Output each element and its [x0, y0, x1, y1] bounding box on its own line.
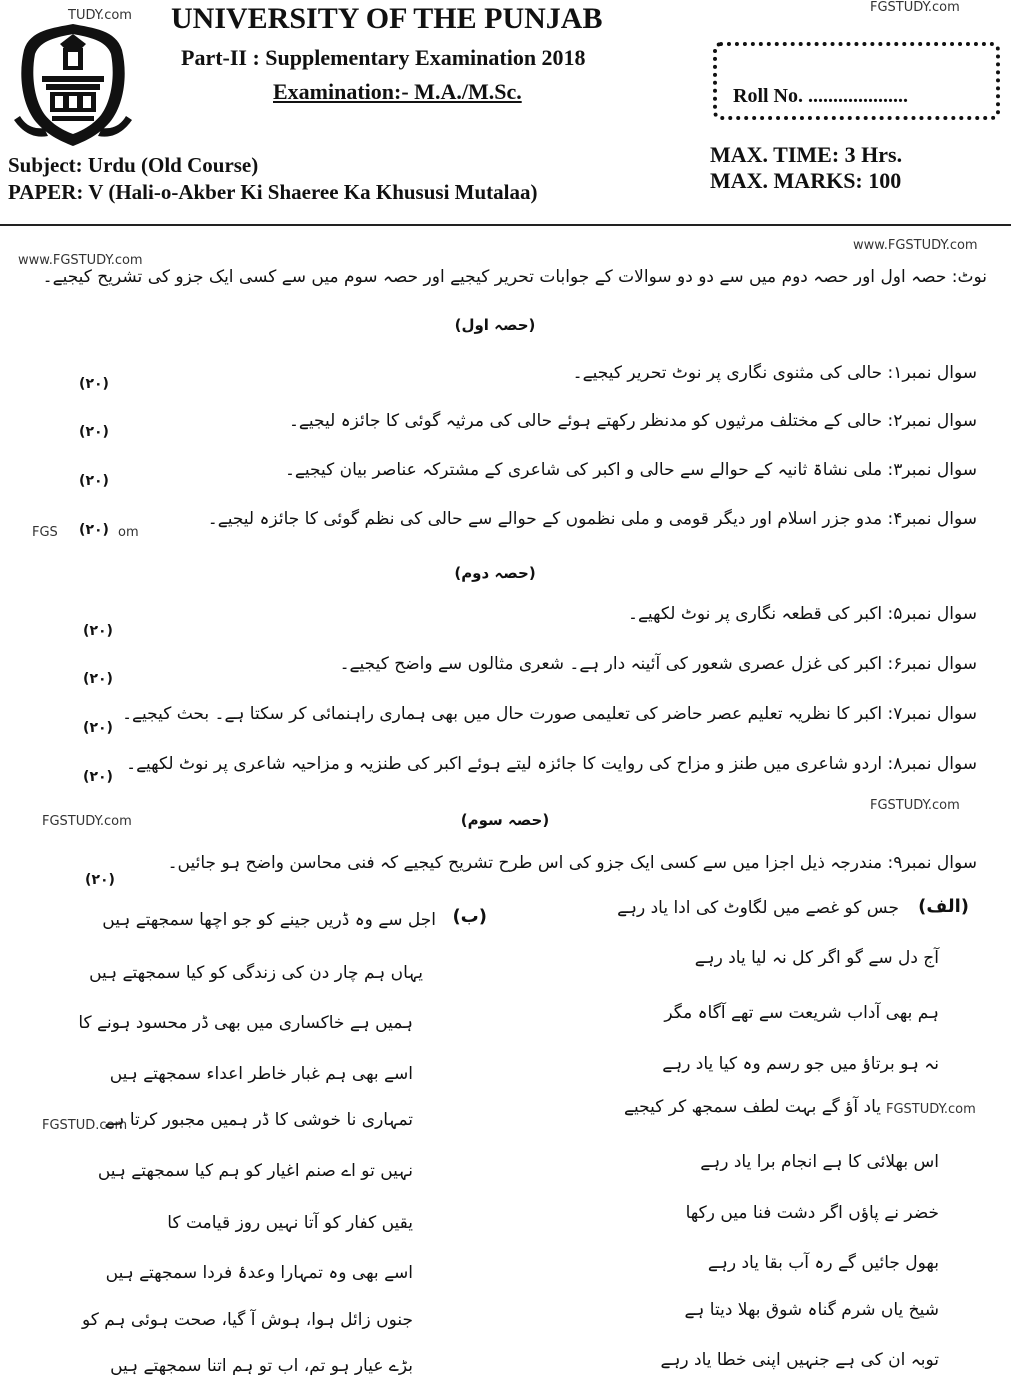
- be-verse-2: یہاں ہم چار دن کی زندگی کو کیا سمجھتے ہیں: [89, 963, 423, 983]
- question-7: سوال نمبر۷: اکبر کا نظریہ تعلیم عصر حاضر کی تعلیمی صورت حال میں بھی ہماری راہنمائی کر سکتا ہے۔ بحث کیجیے۔: [122, 704, 977, 724]
- be-verse-8: اسے بھی وہ تمہارا وعدۂ فردا سمجھتے ہیں: [105, 1263, 413, 1283]
- question-6-marks: (۲۰): [83, 671, 113, 687]
- question-3: سوال نمبر۳: ملی نشاۃ ثانیہ کے حوالے سے حالی و اکبر کی شاعری کے مشترکہ عناصر بیان کیجیے۔: [284, 460, 977, 480]
- alif-verse-8: بھول جائیں گے رہ آب بقا یاد رہے: [707, 1253, 939, 1273]
- be-verse-4: اسے بھی ہم غبار خاطر اعداء سمجھتے ہیں: [109, 1064, 413, 1084]
- subject-line: Subject: Urdu (Old Course): [8, 153, 259, 177]
- university-logo: [8, 20, 138, 150]
- question-3-marks: (۲۰): [79, 473, 109, 489]
- question-8: سوال نمبر۸: اردو شاعری میں طنز و مزاح کی روایت کا جائزہ لیتے ہوئے اکبر کی طنزیہ و مزاحیہ شاعری پر نوٹ لکھیے۔: [126, 754, 977, 774]
- paper-line: PAPER: V (Hali-o-Akber Ki Shaeree Ka Khususi Mutalaa): [8, 180, 538, 204]
- question-9-marks: (۲۰): [85, 872, 115, 888]
- section-heading-part-3: (حصہ سوم): [460, 811, 550, 829]
- alif-verse-9: شیخ یاں شرم گناہ شوق بھلا دیتا ہے: [684, 1300, 939, 1320]
- watermark-top-left: TUDY.com: [68, 8, 132, 23]
- watermark: FGSTUDY.com: [886, 1102, 976, 1117]
- watermark: FGS: [32, 525, 58, 540]
- be-verse-3: ہمیں ہے خاکساری میں بھی ڈر محسود ہونے کا: [78, 1013, 413, 1033]
- watermark: www.FGSTUDY.com: [18, 253, 143, 268]
- question-6: سوال نمبر۶: اکبر کی غزل عصری شعور کی آئینہ دار ہے۔ شعری مثالوں سے واضح کیجیے۔: [339, 654, 977, 674]
- alif-label: (الف): [918, 896, 969, 917]
- question-1: سوال نمبر۱: حالی کی مثنوی نگاری پر نوٹ تحریر کیجیے۔: [572, 363, 977, 383]
- header-divider: [0, 224, 1011, 226]
- university-name: UNIVERSITY OF THE PUNJAB: [171, 2, 603, 35]
- question-1-marks: (۲۰): [79, 376, 109, 392]
- max-time: MAX. TIME: 3 Hrs.: [710, 142, 903, 167]
- question-7-marks: (۲۰): [83, 720, 113, 736]
- question-5: سوال نمبر۵: اکبر کی قطعہ نگاری پر نوٹ لکھیے۔: [628, 604, 977, 624]
- section-heading-part-2: (حصہ دوم): [454, 564, 536, 582]
- roll-number-label: Roll No. ....................: [733, 85, 908, 107]
- alif-verse-6: اس بھلائی کا ہے انجام برا یاد رہے: [700, 1152, 939, 1172]
- alif-verse-7: خضر نے پاؤں اگر دشت فنا میں رکھا: [685, 1203, 939, 1223]
- question-2: سوال نمبر۲: حالی کے مختلف مرثیوں کو مدنظر رکھتے ہوئے حالی کی مرثیہ گوئی کا جائزہ لیجیے۔: [288, 411, 977, 431]
- watermark: www.FGSTUDY.com: [853, 238, 978, 253]
- alif-verse-2: آج دل سے گو اگر کل نہ لیا یاد رہے: [694, 948, 939, 968]
- question-8-marks: (۲۰): [83, 769, 113, 785]
- alif-verse-5: یاد آؤ گے بہت لطف سمجھ کر کیجیے: [624, 1097, 881, 1117]
- question-2-marks: (۲۰): [79, 424, 109, 440]
- be-label: (ب): [452, 906, 487, 927]
- alif-verse-10: توبہ ان کی ہے جنہیں اپنی خطا یاد رہے: [660, 1350, 939, 1370]
- be-verse-7: یقیں کفار کو آتا نہیں روز قیامت کا: [167, 1213, 413, 1233]
- watermark: FGSTUDY.com: [42, 814, 132, 829]
- be-verse-9: جنوں زائل ہوا، ہوش آ گیا، صحت ہوئی ہم کو: [81, 1310, 413, 1330]
- alif-verse-4: نہ ہو برتاؤ میں جو رسم وہ کیا یاد رہے: [662, 1054, 939, 1074]
- section-heading-part-1: (حصہ اول): [454, 316, 536, 334]
- be-verse-1: اجل سے وہ ڈریں جینے کو جو اچھا سمجھتے ہیں: [102, 910, 436, 930]
- question-9: سوال نمبر۹: مندرجہ ذیل اجزا میں سے کسی ایک جزو کی اس طرح تشریح کیجیے کہ فنی محاسن واضح ہو جائیں۔: [167, 853, 977, 873]
- watermark: FGSTUD.com: [42, 1118, 128, 1133]
- alif-verse-1: جس کو غصے میں لگاوٹ کی ادا یاد رہے: [617, 898, 899, 918]
- exam-part: Part-II : Supplementary Examination 2018: [181, 45, 586, 70]
- watermark: FGSTUDY.com: [870, 798, 960, 813]
- watermark: om: [118, 525, 139, 540]
- question-4-marks: (۲۰): [79, 522, 109, 538]
- max-marks: MAX. MARKS: 100: [710, 168, 902, 193]
- watermark-top-right: FGSTUDY.com: [870, 0, 960, 15]
- examination-title: Examination:- M.A./M.Sc.: [273, 79, 522, 104]
- be-verse-5: تمہاری نا خوشی کا ڈر ہمیں مجبور کرتا ہے: [104, 1110, 413, 1130]
- alif-verse-3: ہم بھی آداب شریعت سے تھے آگاہ مگر: [664, 1003, 939, 1023]
- question-4: سوال نمبر۴: مدو جزر اسلام اور دیگر قومی و ملی نظموں کے حوالے سے حالی کی نظم گوئی کا جائزہ لیجیے۔: [207, 509, 977, 529]
- be-verse-6: نہیں تو اے صنم اغیار کو ہم کیا سمجھتے ہیں: [97, 1161, 413, 1181]
- question-5-marks: (۲۰): [83, 623, 113, 639]
- roll-number-box: [713, 42, 1000, 120]
- be-verse-10: بڑے عیار ہو تم، اب تو ہم اتنا سمجھتے ہیں: [110, 1356, 413, 1376]
- instruction-note: نوٹ: حصہ اول اور حصہ دوم میں سے دو دو سوالات کے جوابات تحریر کیجیے اور حصہ سوم میں سے کسی ایک جزو کی تشریح کیجیے۔: [42, 267, 987, 287]
